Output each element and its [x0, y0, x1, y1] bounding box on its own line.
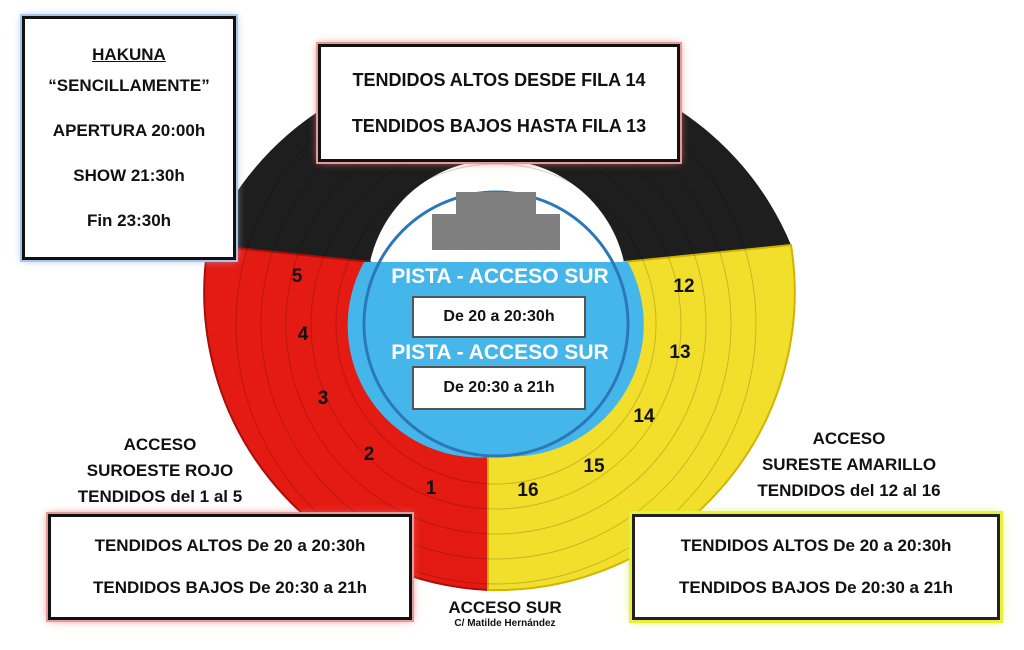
section-12: 12 — [673, 276, 695, 297]
access-south-label — [400, 598, 610, 630]
end-time: Fin 23:30h — [86, 210, 172, 230]
access-southeast-line1: ACCESO — [812, 429, 886, 448]
event-title: HAKUNA — [92, 45, 166, 65]
access-southeast-line3: TENDIDOS del 12 al 16 — [757, 481, 941, 500]
section-3: 3 — [317, 388, 329, 409]
southwest-schedule-box — [48, 514, 412, 620]
row-notice-box — [318, 44, 680, 162]
section-16: 16 — [517, 480, 539, 501]
section-1: 1 — [425, 478, 437, 499]
show-time: SHOW 21:30h — [73, 165, 185, 185]
access-south-line1: ACCESO SUR — [448, 598, 562, 617]
southeast-high-schedule: TENDIDOS ALTOS De 20 a 20:30h — [680, 536, 952, 555]
row-notice-high: TENDIDOS ALTOS DESDE FILA 14 — [352, 69, 646, 90]
southeast-schedule-box — [632, 514, 1000, 620]
southwest-low-schedule: TENDIDOS BAJOS De 20:30 a 21h — [93, 578, 367, 597]
southeast-low-schedule: TENDIDOS BAJOS De 20:30 a 21h — [679, 578, 953, 597]
pista-time-2 — [412, 366, 586, 410]
pista-label-1: PISTA - ACCESO SUR — [391, 265, 609, 288]
section-2: 2 — [363, 444, 375, 465]
section-13: 13 — [669, 342, 691, 363]
access-southwest-line1: ACCESO — [123, 435, 197, 454]
access-south-street: C/ Matilde Hernández — [454, 618, 556, 629]
access-southwest-line3: TENDIDOS del 1 al 5 — [77, 487, 243, 506]
event-subtitle: “SENCILLAMENTE” — [48, 76, 210, 96]
southwest-high-schedule: TENDIDOS ALTOS De 20 a 20:30h — [94, 536, 366, 555]
access-southeast-line2: SURESTE AMARILLO — [761, 455, 937, 474]
access-southeast-label — [744, 426, 954, 504]
section-15: 15 — [583, 456, 605, 477]
event-info-box — [22, 16, 236, 260]
access-southwest-line2: SUROESTE ROJO — [86, 461, 234, 480]
section-5: 5 — [291, 266, 303, 287]
pista-time-2-text: De 20:30 a 21h — [443, 379, 555, 396]
row-notice-low: TENDIDOS BAJOS HASTA FILA 13 — [351, 115, 647, 136]
section-14: 14 — [633, 406, 655, 427]
access-southwest-label — [60, 432, 260, 510]
pista-time-1 — [412, 296, 586, 338]
section-4: 4 — [297, 324, 309, 345]
apertura-time: APERTURA 20:00h — [52, 120, 206, 140]
pista-label-2: PISTA - ACCESO SUR — [391, 341, 609, 364]
pista-time-1-text: De 20 a 20:30h — [443, 308, 555, 325]
